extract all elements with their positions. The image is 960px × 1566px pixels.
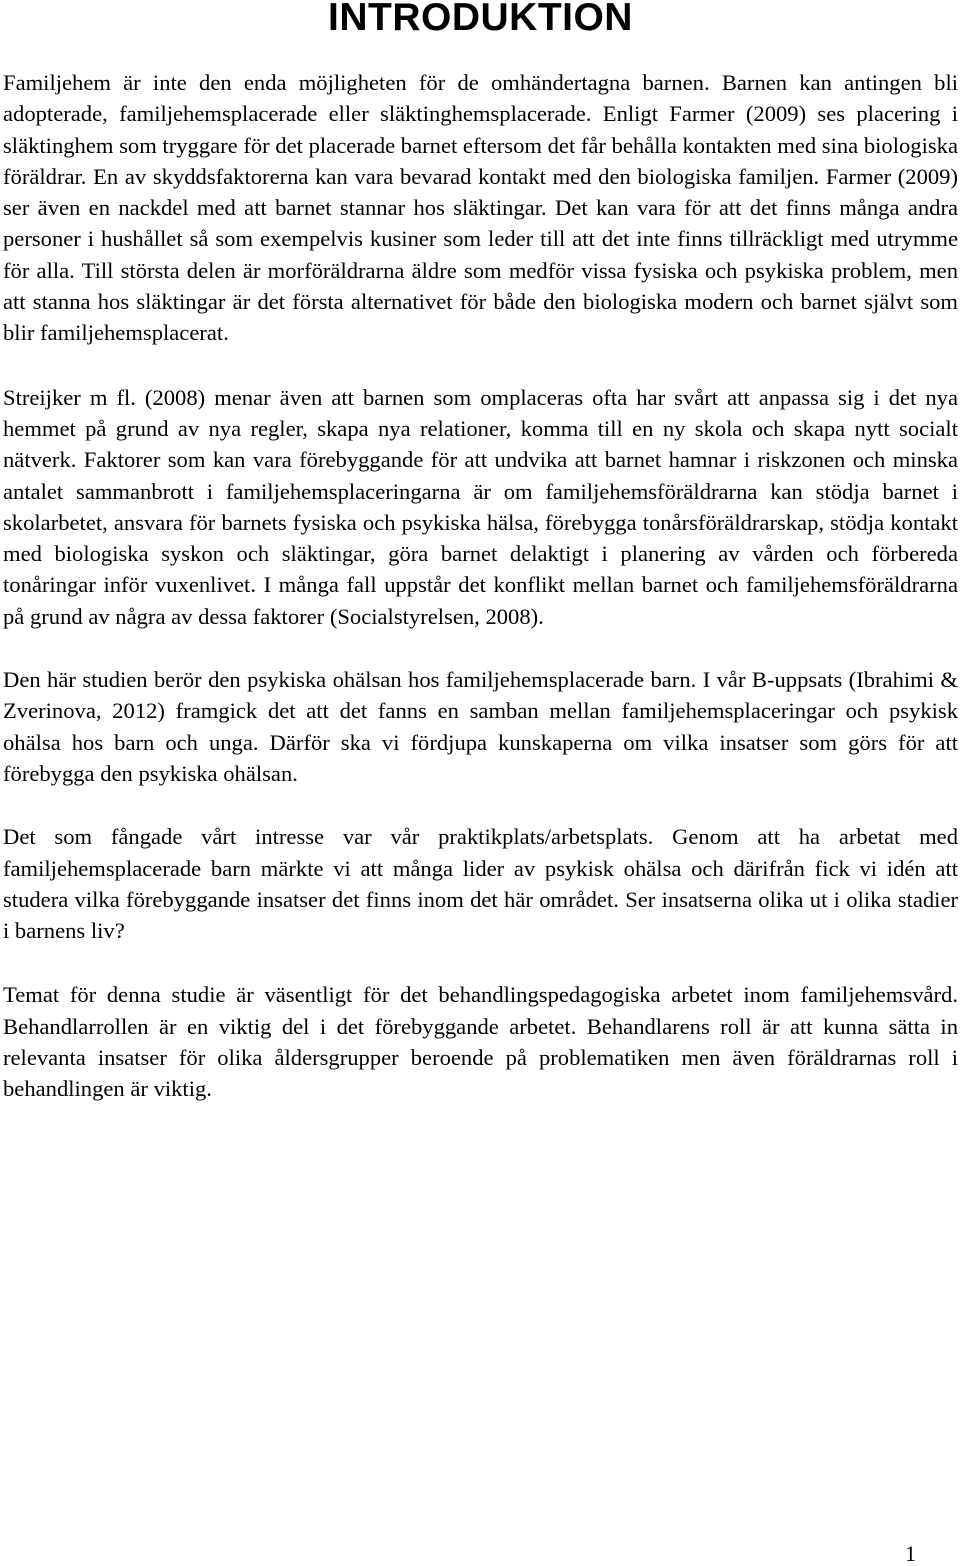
paragraph-5: Temat för denna studie är väsentligt för det behandlingspedagogiska arbetet inom familjehemsvård. Behandlarrollen är en viktig del i det förebyggande arbetet. Behandlarens roll är att kunna sätta in relevanta insatser för olika åldersgrupper beroende på problematiken men även föräldrarnas roll i behandlingen är viktig. [3, 982, 958, 1102]
paragraph-4: Det som fångade vårt intresse var vår praktikplats/arbetsplats. Genom att ha arbetat med familjehemsplacerade barn märkte vi att många lider av psykisk ohälsa och därifrån fick vi idén att studera vilka förebyggande insatser det finns inom det här området. Ser insatserna olika ut i olika stadier i barnens liv? [3, 824, 958, 944]
document-page [3, 0, 958, 1105]
section-heading: INTRODUKTION [328, 0, 633, 39]
paragraph-3: Den här studien berör den psykiska ohälsan hos familjehemsplacerade barn. I vår B-uppsats (Ibrahimi & Zverinova, 2012) framgick det att det fanns en samban mellan familjehemsplaceringar och psykisk ohälsa hos barn och unga. Därför ska vi fördjupa kunskaperna om vilka insatser som görs för att förebygga den psykiska ohälsan. [3, 667, 958, 786]
page-number: 1 [905, 1541, 916, 1566]
paragraph-2: Streijker m fl. (2008) menar även att barnen som omplaceras ofta har svårt att anpassa sig i det nya hemmet på grund av nya regler, skapa nya relationer, komma till en ny skola och skapa nytt socialt nätverk. Faktorer som kan vara förebyggande för att undvika att barnet hamnar i riskzonen och minska antalet sammanbrott i familjehemsplaceringarna är om familjehemsföräldrarna kan stödja barnet i skolarbetet, ansvara för barnets fysiska och psykiska hälsa, förebygga tonårsföräldrarskap, stödja kontakt med biologiska syskon och släktingar, göra barnet delaktigt i planering av vården och förbereda tonåringar inför vuxenlivet. I många fall uppstår det konflikt mellan barnet och familjehemsföräldrarna på grund av några av dessa faktorer (Socialstyrelsen, 2008). [3, 384, 958, 629]
paragraph-1: Familjehem är inte den enda möjligheten för de omhändertagna barnen. Barnen kan antingen bli adopterade, familjehemsplacerade eller släktinghemsplacerade. Enligt Farmer (2009) ses placering i släktinghem som tryggare för det placerade barnet eftersom det får behålla kontakten med sina biologiska föräldrar. En av skyddsfaktorerna kan vara bevarad kontakt med den biologiska familjen. Farmer (2009) ser även en nackdel med att barnet stannar hos släktingar. Det kan vara för att det finns många andra personer i hushållet så som exempelvis kusiner som leder till att det inte finns tillräckligt med utrymme för alla. Till största delen är morföräldrarna äldre som medför vissa fysiska och psykiska problem, men att stanna hos släktingar är det första alternativet för både den biologiska modern och barnet självt som blir familjehemsplacerat. [3, 70, 958, 346]
